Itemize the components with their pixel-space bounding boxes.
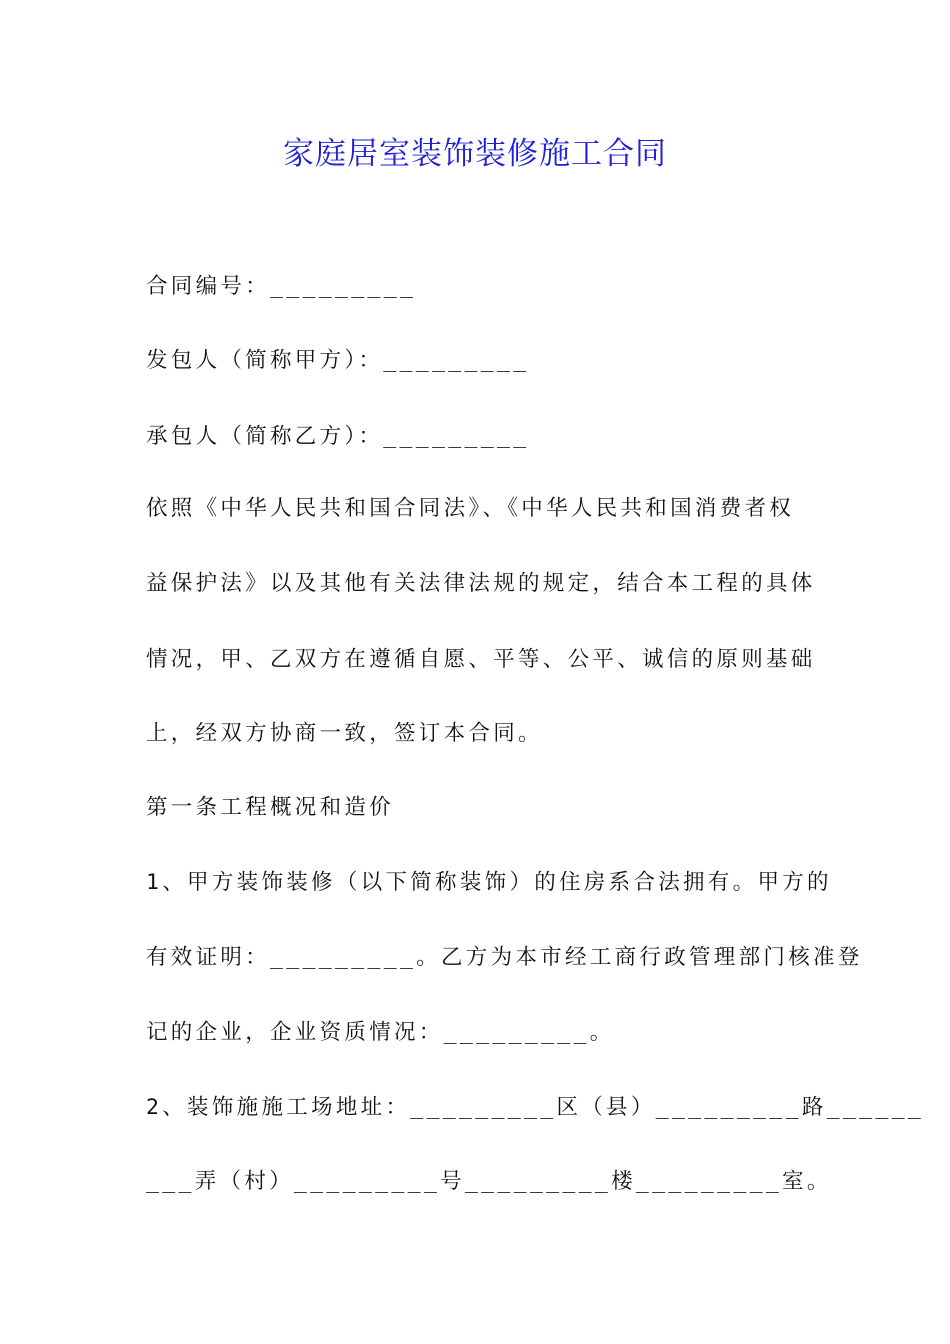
- party-a-line: 发包人（简称甲方）：_________: [146, 348, 530, 373]
- contract-number-line: 合同编号：_________: [146, 274, 417, 299]
- clause-2-line-2: ___弄（村）_________号_________楼_________室。: [146, 1169, 832, 1194]
- article-one-heading: 第一条工程概况和造价: [146, 795, 395, 820]
- clause-2-line-1: 2、装饰施施工场地址：_________区（县）_________路______: [146, 1095, 925, 1120]
- preamble-line-1: 依照《中华人民共和国合同法》、《中华人民共和国消费者权: [146, 496, 795, 521]
- document-title: 家庭居室装饰装修施工合同: [283, 136, 667, 172]
- preamble-line-2: 益保护法》以及其他有关法律法规的规定，结合本工程的具体: [146, 571, 816, 596]
- party-b-line: 承包人（简称乙方）：_________: [146, 424, 530, 449]
- clause-1-line-1: 1、甲方装饰装修（以下简称装饰）的住房系合法拥有。甲方的: [146, 870, 832, 895]
- preamble-line-3: 情况，甲、乙双方在遵循自愿、平等、公平、诚信的原则基础: [146, 647, 816, 672]
- clause-1-line-3: 记的企业，企业资质情况：_________。: [146, 1020, 615, 1045]
- clause-1-line-2: 有效证明：_________。乙方为本市经工商行政管理部门核准登: [146, 945, 863, 970]
- preamble-line-4: 上，经双方协商一致，签订本合同。: [146, 721, 543, 746]
